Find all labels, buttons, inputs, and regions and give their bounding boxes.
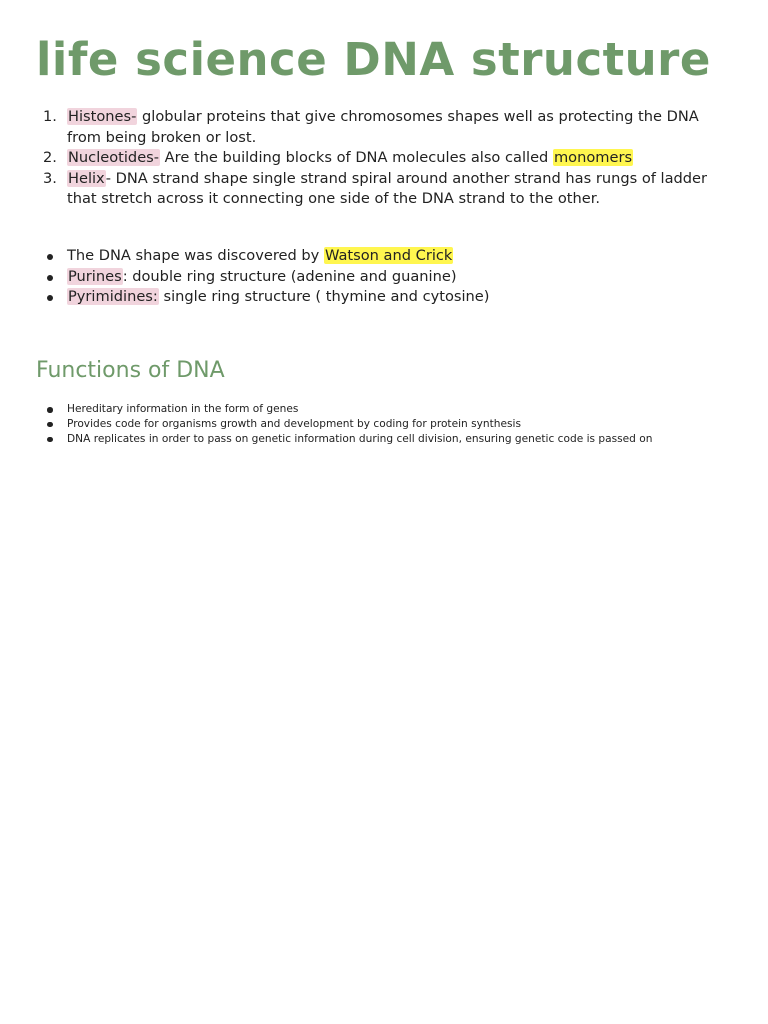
definition-text: - DNA strand shape single strand spiral around another strand has rungs of ladder that stretch across it connecting one side of the DNA strand to the other.	[67, 169, 708, 207]
term-purines: Purines	[68, 267, 122, 285]
definition-text: globular proteins that give chromosomes shapes well as protecting the DNA from being broken or lost.	[67, 108, 699, 146]
facts-list	[36, 246, 736, 308]
bullet-icon	[47, 407, 53, 413]
definitions-list	[36, 107, 736, 210]
list-item	[36, 417, 726, 432]
definition-text: Are the building blocks of DNA molecules also called	[160, 149, 553, 166]
list-item-discovery	[36, 246, 736, 267]
term-helix: Helix	[68, 169, 105, 187]
term-pyrimidines: Pyrimidines:	[68, 288, 158, 305]
list-item-purines	[36, 267, 736, 288]
list-item	[36, 432, 726, 447]
list-item-helix	[36, 169, 736, 210]
list-number: 2.	[43, 149, 57, 166]
bullet-icon	[47, 275, 53, 281]
function-text: Provides code for organisms growth and development by coding for protein synthesis	[67, 417, 521, 430]
fact-text: : double ring structure (adenine and guanine)	[122, 267, 457, 285]
term-nucleotides: Nucleotides-	[68, 149, 160, 166]
fact-text: single ring structure ( thymine and cytosine)	[158, 288, 490, 305]
functions-list	[36, 402, 726, 446]
list-number: 1.	[43, 108, 57, 125]
bullet-icon	[47, 295, 53, 301]
list-item	[36, 402, 726, 417]
list-item-pyrimidines	[36, 287, 736, 308]
fact-text: The DNA shape was discovered by	[67, 247, 324, 264]
list-number: 3.	[43, 169, 57, 187]
highlight-watson-crick: Watson and Crick	[324, 247, 453, 264]
list-item-histones	[36, 107, 736, 148]
bullet-icon	[47, 437, 53, 443]
list-item-nucleotides	[36, 148, 736, 169]
function-text: Hereditary information in the form of genes	[67, 403, 299, 415]
page-title: life science DNA structure	[36, 33, 711, 86]
bullet-icon	[47, 254, 53, 260]
section-heading-functions: Functions of DNA	[36, 358, 225, 383]
highlight-monomers: monomers	[553, 149, 633, 166]
function-text: DNA replicates in order to pass on genetic information during cell division, ensuring genetic code is passed on	[67, 432, 653, 445]
term-histones: Histones-	[68, 108, 137, 125]
bullet-icon	[47, 422, 53, 428]
